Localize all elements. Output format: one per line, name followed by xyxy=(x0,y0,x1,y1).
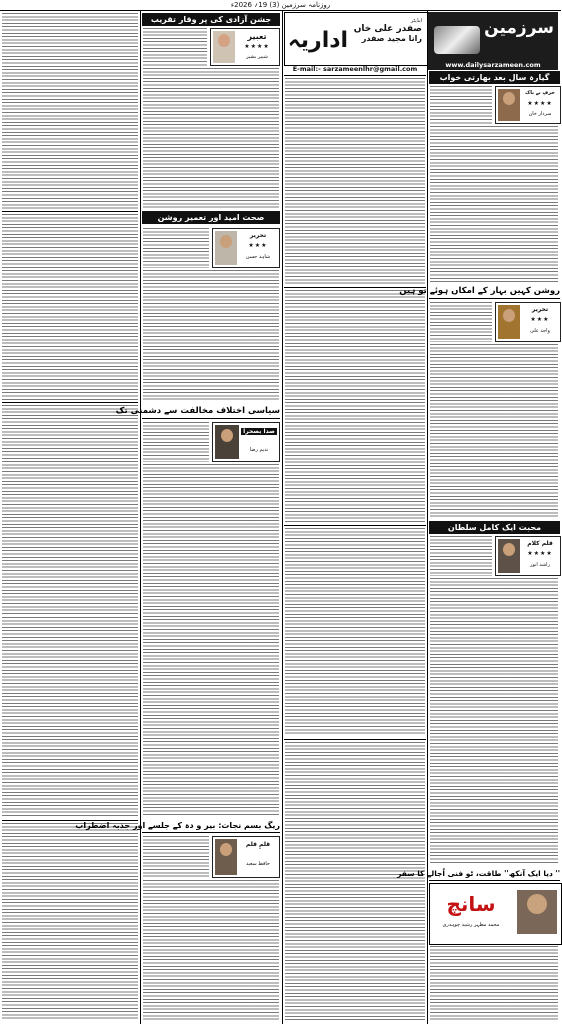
author-face xyxy=(527,894,547,914)
author-name: ندیم رضا xyxy=(249,447,269,453)
headline: سیاسی اختلاف مخالفت سے دشمنی تک xyxy=(142,405,280,419)
author-name: شاہد حسن xyxy=(245,254,271,260)
byline-box xyxy=(495,86,561,124)
headline: جشن آزادی کی پر وقار تقریب xyxy=(142,13,280,26)
author-face xyxy=(221,429,233,442)
author-name: راشد انور xyxy=(530,562,550,568)
text-column xyxy=(430,126,558,282)
headline: صحت امید اور تعمیر روشن xyxy=(142,211,280,224)
text-column xyxy=(143,464,279,816)
byline-box xyxy=(495,536,561,576)
editorial-title: اداریہ xyxy=(287,28,349,53)
rating-stars: ★★★ xyxy=(248,242,268,249)
text-column xyxy=(143,228,209,268)
column-tag: حرفِ بے باک xyxy=(525,90,555,96)
column-divider xyxy=(140,10,141,1024)
column-tag: قلمِ قلم xyxy=(245,841,271,848)
byline-box xyxy=(212,228,280,268)
author-face xyxy=(503,92,515,105)
author-face xyxy=(218,34,230,47)
column-banner xyxy=(429,883,562,945)
text-column xyxy=(2,617,138,817)
author-face xyxy=(220,235,232,248)
dateline: روزنامہ سرزمین (3) 19؍ 2026ء xyxy=(230,1,331,9)
text-column xyxy=(285,742,425,1021)
text-column xyxy=(143,422,209,462)
byline-box xyxy=(212,836,280,878)
author-face xyxy=(503,543,515,556)
column-tag: قلم کلام xyxy=(527,540,553,547)
text-column xyxy=(430,302,492,342)
text-column xyxy=(430,536,492,576)
logo-title: سرزمین xyxy=(484,18,554,38)
column-divider xyxy=(282,10,283,1024)
text-column xyxy=(143,68,279,208)
text-column xyxy=(143,836,209,878)
text-column xyxy=(285,78,425,284)
author-name: حافظ سعید xyxy=(245,861,271,867)
column-tag: تعبیر xyxy=(247,32,267,41)
section-rule xyxy=(284,525,426,526)
editor-label: ایڈیٹر xyxy=(410,18,422,24)
author-name: شبیر بشیر xyxy=(246,54,268,60)
author-name: سردار خان xyxy=(528,111,552,117)
headline: روشن کہیں بہار کے امکاں ہوئے تو ہیں xyxy=(429,285,560,299)
rating-stars: ★★★★ xyxy=(244,43,270,50)
editor-credit xyxy=(350,18,422,43)
author-face xyxy=(220,843,232,856)
author-face xyxy=(503,309,515,322)
section-rule xyxy=(2,211,138,212)
section-rule xyxy=(284,75,426,76)
text-column xyxy=(2,214,138,400)
text-column xyxy=(285,290,425,522)
text-column xyxy=(285,528,425,736)
rating-stars: ★★★★ xyxy=(527,550,553,557)
banner-title: سانچ xyxy=(432,890,510,918)
column-tag: تحریر xyxy=(249,232,267,239)
editor-name: صفدر علی خاں xyxy=(353,24,422,34)
text-column xyxy=(143,28,207,66)
headline: ریگ بسم نجات: بیر و دہ کے جلسے اور جذبہ اضطراب xyxy=(142,819,280,833)
text-column xyxy=(2,405,138,615)
text-column xyxy=(430,946,558,1021)
banner-caption: محمد مظہر رشید چوہدری xyxy=(442,922,500,928)
text-column xyxy=(143,270,279,402)
text-column xyxy=(430,86,492,124)
headline: محبت ایک کامل سلطان xyxy=(429,521,560,534)
text-column xyxy=(2,13,138,209)
text-column xyxy=(430,578,558,864)
text-column xyxy=(2,823,138,1021)
rating-stars: ★★★ xyxy=(530,316,550,323)
byline-box xyxy=(212,422,280,462)
editorial-email: E-mail:- sarzameenlhr@gmail.com xyxy=(292,65,418,73)
section-rule xyxy=(2,402,138,403)
headline: گیارہ سال بعد بھارتی خواب xyxy=(429,71,560,84)
website: www.dailysarzameen.com xyxy=(445,61,541,69)
text-column xyxy=(143,880,279,1021)
rating-stars: ★★★★ xyxy=(527,100,553,107)
byline-box xyxy=(495,302,561,342)
headline: '' دیا ایک آنکھ'' طاقت، ٹو فنی اُجالے کا سفر xyxy=(429,867,560,881)
section-rule xyxy=(284,739,426,740)
publisher-name: رانا مجید صفدر xyxy=(361,34,422,43)
pen-icon xyxy=(434,26,480,54)
byline-box xyxy=(210,28,280,66)
column-tag: صدا بصحرا xyxy=(241,428,277,435)
text-column xyxy=(430,344,558,518)
column-tag: تحریر xyxy=(531,306,549,313)
top-rule xyxy=(0,10,561,11)
author-name: واجد علی xyxy=(530,328,550,334)
